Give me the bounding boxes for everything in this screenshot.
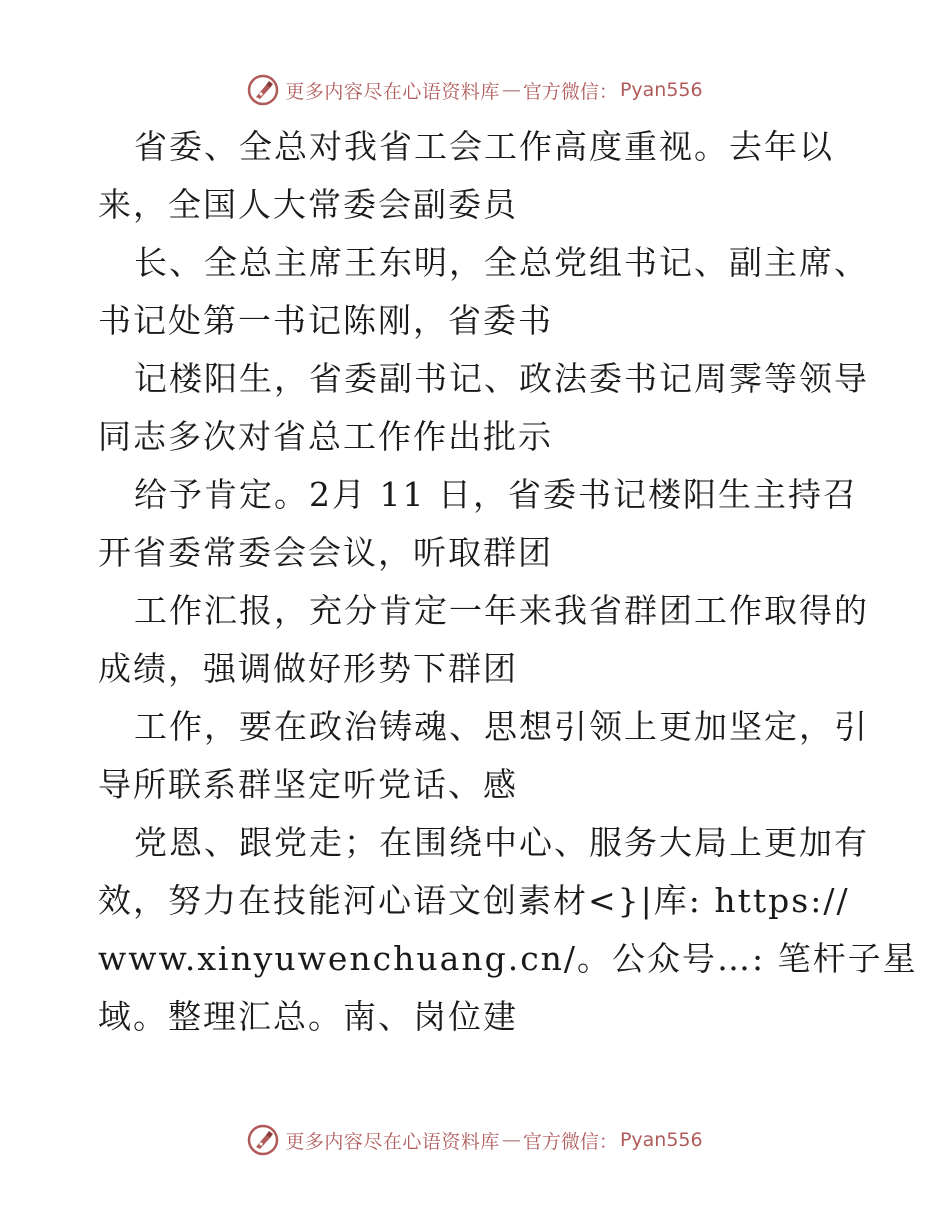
banner-wechat-handle: Pyan556: [619, 79, 703, 101]
body-text-line: 开省委常委会会议，听取群团: [98, 533, 553, 572]
banner-text: 更多内容尽在心语资料库: [285, 1130, 500, 1153]
pen-nib-logo-icon: [247, 1124, 279, 1156]
body-text-line: 域。整理汇总。南、岗位建: [98, 997, 518, 1036]
body-text-line: 党恩、跟党走；在围绕中心、服务大局上更加有: [134, 823, 869, 862]
document-body: [98, 118, 918, 1046]
body-text-line: 工作汇报，充分肯定一年来我省群团工作取得的: [134, 591, 869, 630]
body-text-line: 效，努力在技能河心语文创素材<}|库: https://: [98, 881, 850, 920]
banner-separator: —: [501, 1129, 521, 1151]
header-banner: [0, 70, 950, 110]
body-text-line: 省委、全总对我省工会工作高度重视。去年以: [134, 127, 834, 166]
body-text-line: 导所联系群坚定听党话、感: [98, 765, 518, 804]
body-text-line: 成绩，强调做好形势下群团: [98, 649, 518, 688]
body-text-line: 来，全国人大常委会副委员: [98, 185, 518, 224]
body-text-line: 工作，要在政治铸魂、思想引领上更加坚定，引: [134, 707, 869, 746]
banner-wechat-label: 官方微信：: [522, 80, 618, 103]
body-text-line: 给予肯定。2月 11 日，省委书记楼阳生主持召: [134, 475, 858, 514]
body-text-line: www.xinyuwenchuang.cn/。公众号…: 笔杆子星: [98, 939, 918, 978]
banner-wechat-label: 官方微信：: [522, 1130, 618, 1153]
banner-wechat-handle: Pyan556: [619, 1129, 703, 1151]
footer-banner: [0, 1120, 950, 1160]
body-text-line: 同志多次对省总工作作出批示: [98, 417, 553, 456]
body-text-line: 书记处第一书记陈刚，省委书: [98, 301, 553, 340]
body-text-line: 长、全总主席王东明，全总党组书记、副主席、: [134, 243, 869, 282]
body-text-line: 记楼阳生，省委副书记、政法委书记周霁等领导: [134, 359, 869, 398]
pen-nib-logo-icon: [247, 74, 279, 106]
banner-separator: —: [501, 79, 521, 101]
banner-text: 更多内容尽在心语资料库: [285, 80, 500, 103]
